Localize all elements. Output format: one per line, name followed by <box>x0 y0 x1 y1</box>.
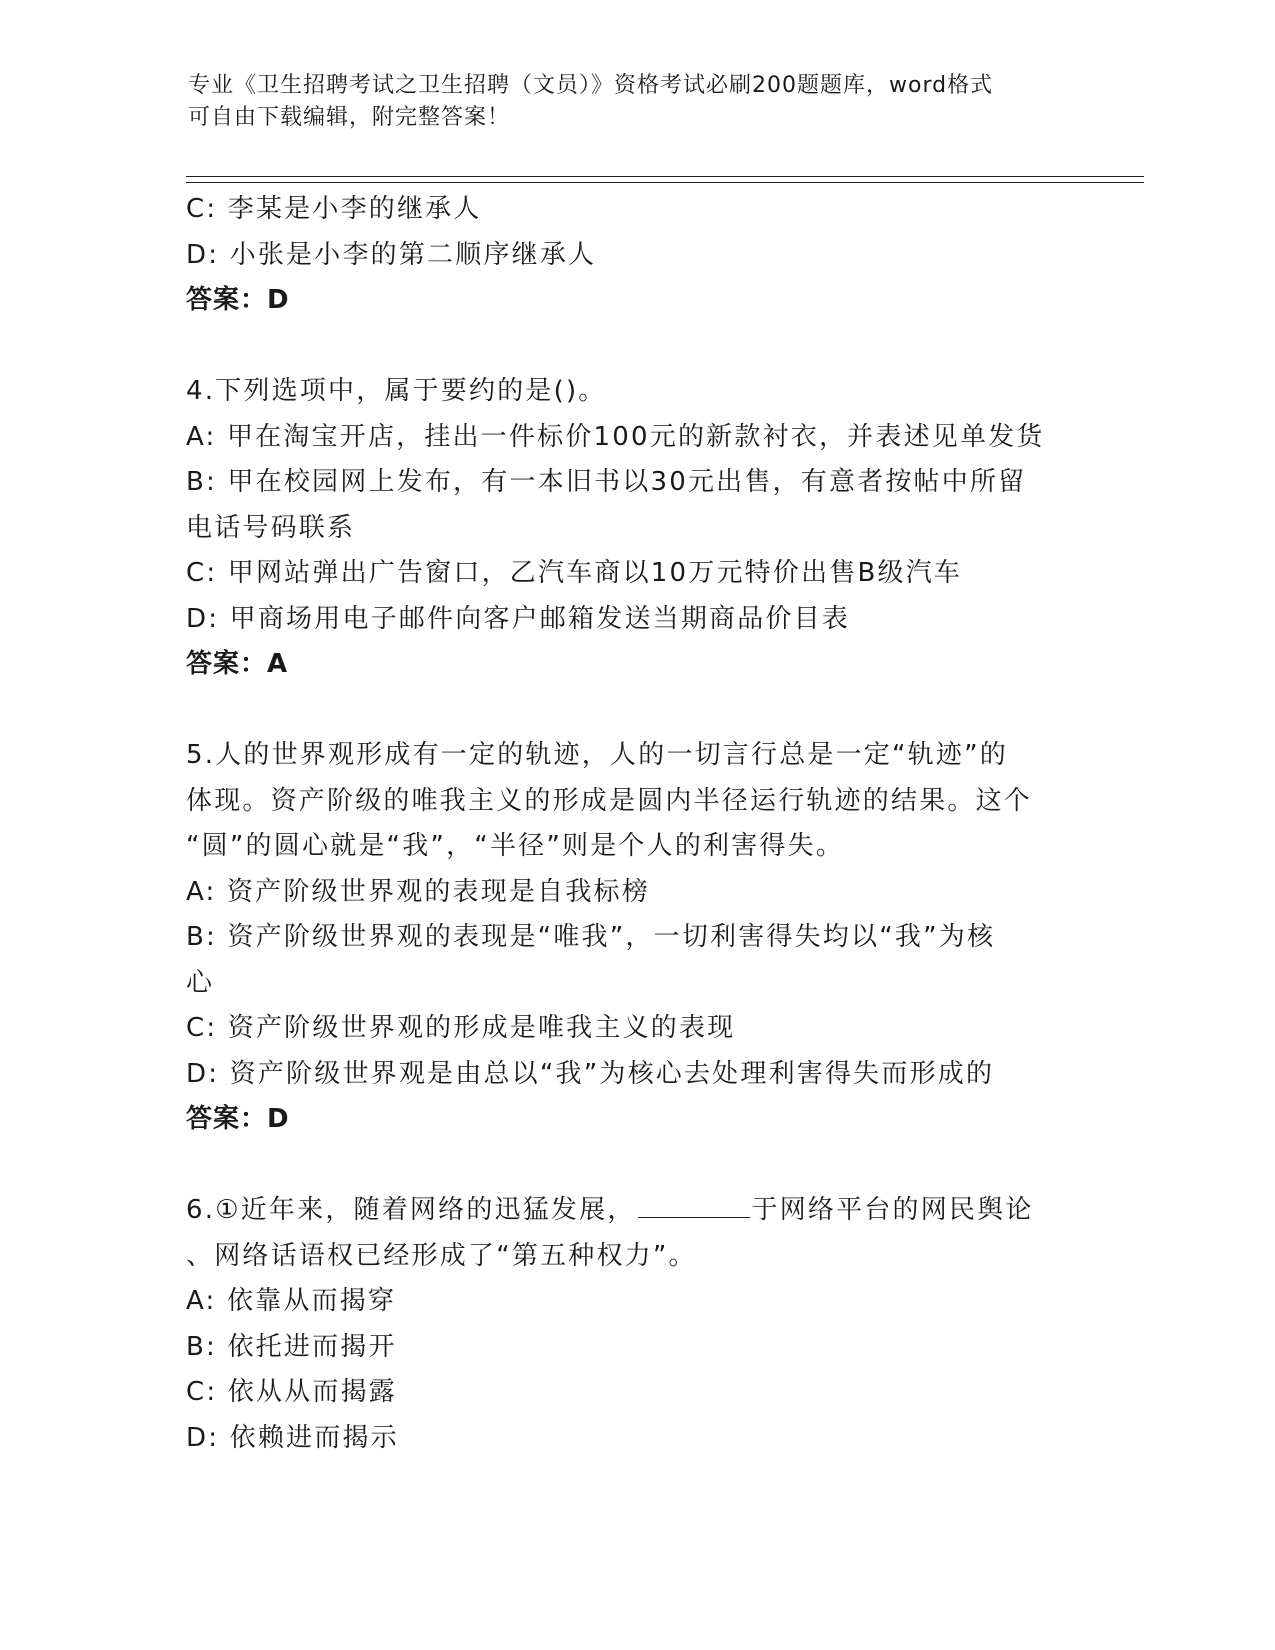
question-5 <box>186 733 1086 1143</box>
q5-stem-line-3: “圆”的圆心就是“我”，“半径”则是个人的利害得失。 <box>186 831 845 861</box>
q5-answer: 答案：D <box>186 1104 290 1134</box>
q5-option-b-line-2: 心 <box>186 967 215 998</box>
q6-stem-line-2: 、网络话语权已经形成了“第五种权力”。 <box>186 1240 697 1271</box>
q6-option-c: C: 依从从而揭露 <box>186 1377 397 1407</box>
fill-in-blank <box>638 1189 750 1218</box>
document-header <box>188 70 1088 134</box>
q5-option-c: C: 资产阶级世界观的形成是唯我主义的表现 <box>186 1013 736 1043</box>
q4-option-b-line-2: 电话号码联系 <box>186 512 356 543</box>
q5-stem-line-2: 体现。资产阶级的唯我主义的形成是圆内半径运行轨迹的结果。这个 <box>186 785 1033 816</box>
q4-option-c: C: 甲网站弹出广告窗口，乙汽车商以10万元特价出售B级汽车 <box>186 558 963 588</box>
header-rule-top <box>186 176 1144 177</box>
spacer <box>186 688 1086 734</box>
q3-option-d: D: 小张是小李的第二顺序继承人 <box>186 239 597 270</box>
q3-answer: 答案：D <box>186 285 290 315</box>
q6-option-d: D: 依赖进而揭示 <box>186 1422 399 1453</box>
q5-option-a: A: 资产阶级世界观的表现是自我标榜 <box>186 876 650 907</box>
spacer <box>186 324 1086 370</box>
question-6 <box>186 1188 1086 1461</box>
question-4 <box>186 369 1086 688</box>
header-line-2: 可自由下载编辑，附完整答案！ <box>188 105 511 130</box>
q6-option-a: A: 依靠从而揭穿 <box>186 1286 397 1316</box>
q4-answer: 答案：A <box>186 649 289 679</box>
q6-stem-line-1 <box>186 1188 1086 1234</box>
q5-option-d: D: 资产阶级世界观是由总以“我”为核心去处理利害得失而形成的 <box>186 1058 995 1089</box>
q3-option-c: C: 李某是小李的继承人 <box>186 194 482 224</box>
spacer <box>186 1143 1086 1189</box>
q6-option-b: B: 依托进而揭开 <box>186 1331 397 1362</box>
question-content <box>186 187 1086 1461</box>
q4-option-a: A: 甲在淘宝开店，挂出一件标价100元的新款衬衣，并表述见单发货 <box>186 421 1045 452</box>
q5-stem-line-1: 5.人的世界观形成有一定的轨迹，人的一切言行总是一定“轨迹”的 <box>186 740 1008 770</box>
header-line-1: 专业《卫生招聘考试之卫生招聘（文员）》资格考试必刷200题题库，word格式 <box>188 73 994 98</box>
q6-stem-before-blank: 6.①近年来，随着网络的迅猛发展， <box>186 1195 636 1225</box>
q5-option-b-line-1: B: 资产阶级世界观的表现是“唯我”，一切利害得失均以“我”为核 <box>186 922 996 952</box>
q6-stem-after-blank: 于网络平台的网民舆论 <box>751 1195 1034 1225</box>
q4-option-b-line-1: B: 甲在校园网上发布，有一本旧书以30元出售，有意者按帖中所留 <box>186 467 1027 497</box>
q4-option-d: D: 甲商场用电子邮件向客户邮箱发送当期商品价目表 <box>186 603 851 634</box>
question-3-tail <box>186 187 1086 324</box>
header-rule-bottom <box>186 182 1144 183</box>
q4-stem: 4.下列选项中，属于要约的是()。 <box>186 376 607 406</box>
